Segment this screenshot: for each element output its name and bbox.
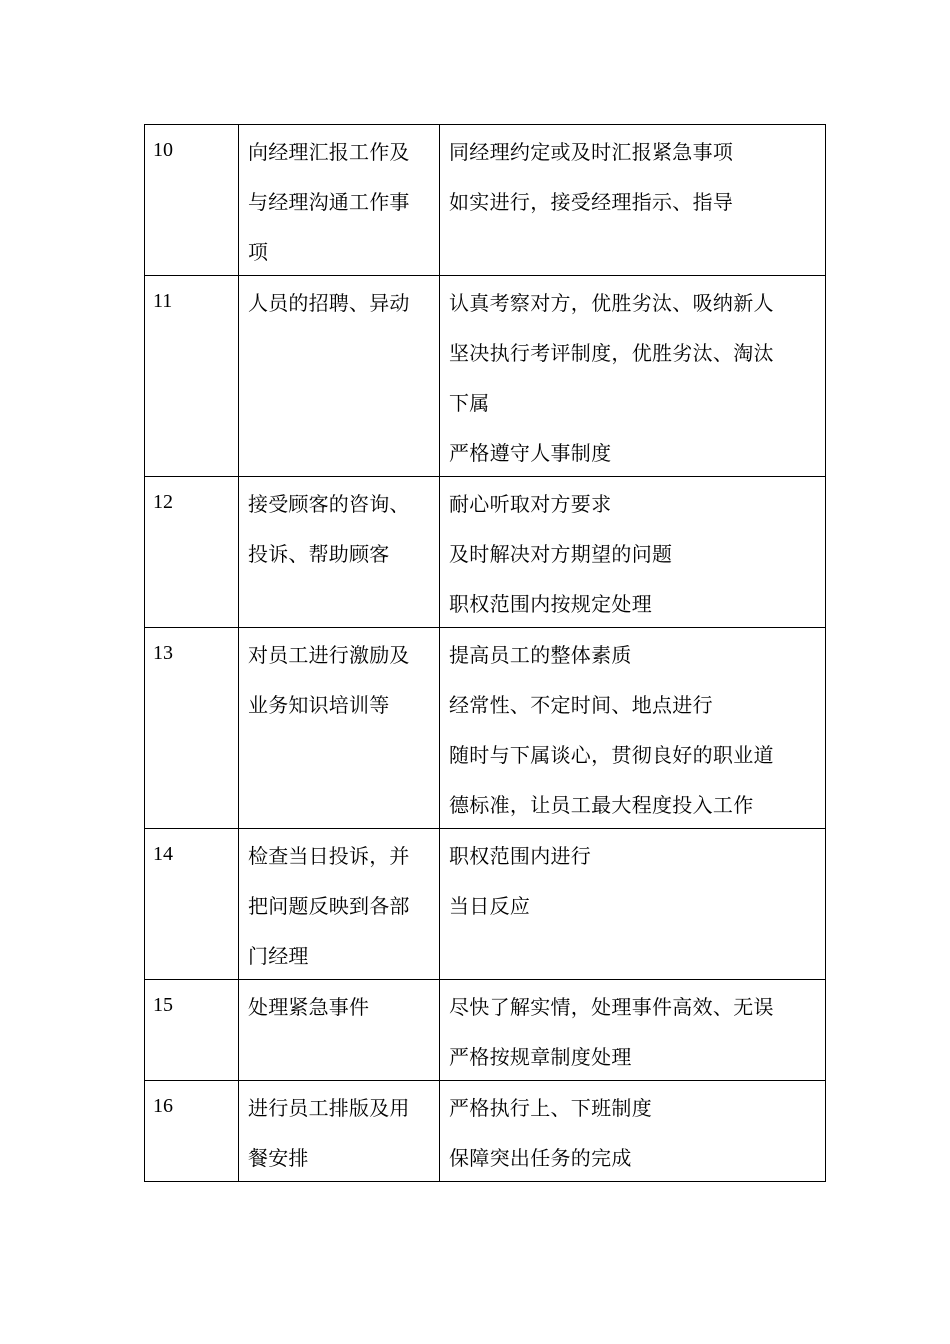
table-row (145, 1081, 826, 1182)
standard-line: 尽快了解实情，处理事件高效、无误 (449, 995, 774, 1019)
standard-cell (440, 125, 826, 276)
standard-line: 德标准，让员工最大程度投入工作 (449, 793, 754, 817)
task-line: 把问题反映到各部 (248, 894, 410, 918)
standard-line: 及时解决对方期望的问题 (449, 542, 673, 566)
task-cell (239, 477, 440, 628)
standard-line: 认真考察对方，优胜劣汰、吸纳新人 (449, 291, 774, 315)
table-row (145, 829, 826, 980)
task-cell (239, 276, 440, 477)
standard-line: 严格遵守人事制度 (449, 441, 612, 465)
task-cell (239, 980, 440, 1081)
standard-line: 耐心听取对方要求 (449, 492, 612, 516)
standard-cell (440, 477, 826, 628)
table-row (145, 276, 826, 477)
task-line: 业务知识培训等 (248, 693, 390, 717)
standard-cell (440, 829, 826, 980)
duty-table-body (145, 125, 826, 1182)
task-cell (239, 125, 440, 276)
standard-line: 职权范围内按规定处理 (449, 592, 652, 616)
task-cell (239, 628, 440, 829)
task-line: 进行员工排版及用 (248, 1096, 410, 1120)
standard-line: 严格按规章制度处理 (449, 1045, 632, 1069)
standard-line: 随时与下属谈心，贯彻良好的职业道 (449, 743, 774, 767)
task-line: 项 (248, 240, 269, 264)
task-line: 接受顾客的咨询、 (248, 492, 410, 516)
standard-line: 职权范围内进行 (449, 844, 592, 868)
row-number: 11 (145, 276, 239, 477)
standard-line: 经常性、不定时间、地点进行 (449, 693, 713, 717)
duty-table (144, 124, 826, 1182)
task-cell (239, 829, 440, 980)
task-line: 投诉、帮助顾客 (248, 542, 390, 566)
standard-line: 坚决执行考评制度，优胜劣汰、淘汰 (449, 341, 774, 365)
task-line: 向经理汇报工作及 (248, 140, 410, 164)
table-row (145, 477, 826, 628)
standard-line: 如实进行，接受经理指示、指导 (449, 190, 734, 214)
row-number: 13 (145, 628, 239, 829)
task-line: 人员的招聘、异动 (248, 291, 410, 315)
row-number: 15 (145, 980, 239, 1081)
row-number: 14 (145, 829, 239, 980)
table-row (145, 980, 826, 1081)
table-row (145, 628, 826, 829)
standard-line: 严格执行上、下班制度 (449, 1096, 652, 1120)
task-line: 处理紧急事件 (248, 995, 370, 1019)
task-line: 对员工进行激励及 (248, 643, 410, 667)
task-line: 门经理 (248, 944, 309, 968)
table-row (145, 125, 826, 276)
standard-line: 当日反应 (449, 894, 531, 918)
task-line: 餐安排 (248, 1146, 309, 1170)
standard-cell (440, 628, 826, 829)
standard-cell (440, 276, 826, 477)
row-number: 16 (145, 1081, 239, 1182)
task-line: 检查当日投诉，并 (248, 844, 410, 868)
standard-line: 同经理约定或及时汇报紧急事项 (449, 140, 734, 164)
standard-cell (440, 1081, 826, 1182)
row-number: 10 (145, 125, 239, 276)
row-number: 12 (145, 477, 239, 628)
standard-line: 提高员工的整体素质 (449, 643, 632, 667)
standard-line: 保障突出任务的完成 (449, 1146, 632, 1170)
standard-line: 下属 (449, 391, 490, 415)
task-line: 与经理沟通工作事 (248, 190, 410, 214)
task-cell (239, 1081, 440, 1182)
standard-cell (440, 980, 826, 1081)
